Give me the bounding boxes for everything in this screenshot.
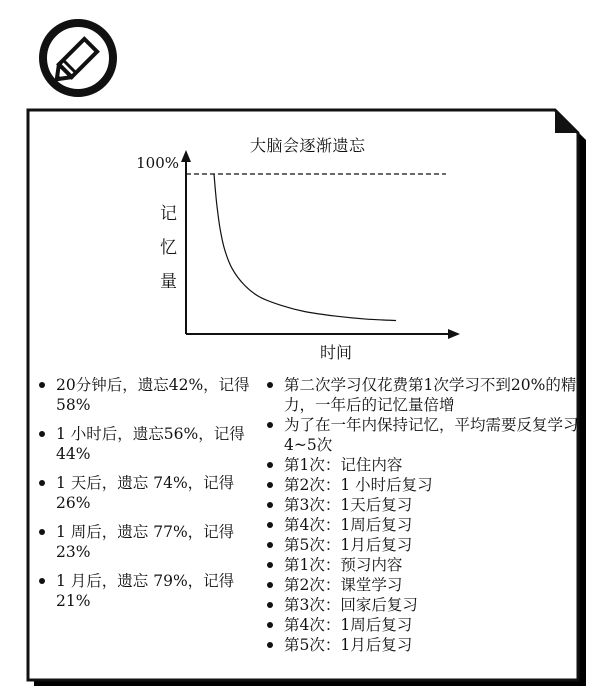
list-item: 第二次学习仅花费第1次学习不到20%的精力，一年后的记忆量倍增 <box>262 375 582 415</box>
list-item: 1 天后，遗忘 74%，记得26% <box>34 473 256 513</box>
y-axis-label-char-3: 量 <box>160 272 177 292</box>
y-tick-label-100: 100% <box>136 154 179 172</box>
list-item: 第4次：1周后复习 <box>262 515 582 535</box>
y-axis-label-char-2: 忆 <box>160 238 177 258</box>
y-axis-arrow <box>181 150 191 162</box>
list-item: 第5次：1月后复习 <box>262 635 582 655</box>
forgetting-curve-line <box>214 174 396 321</box>
list-item: 20分钟后，遗忘42%，记得58% <box>34 375 256 415</box>
list-item: 第5次：1月后复习 <box>262 535 582 555</box>
list-item: 为了在一年内保持记忆，平均需要反复学习4~5次 <box>262 415 582 455</box>
list-item: 第4次：1周后复习 <box>262 615 582 635</box>
list-item: 第2次：课堂学习 <box>262 575 582 595</box>
x-axis-label: 时间 <box>320 343 353 362</box>
list-item: 1 月后，遗忘 79%，记得21% <box>34 571 256 611</box>
y-axis-label-char-1: 记 <box>160 204 177 224</box>
chart-title: 大脑会逐渐遗忘 <box>250 136 366 155</box>
forgetting-stats-list <box>34 375 256 620</box>
list-item: 第1次：预习内容 <box>262 555 582 575</box>
list-item: 第3次：1天后复习 <box>262 495 582 515</box>
list-item: 第1次：记住内容 <box>262 455 582 475</box>
review-schedule-list <box>262 375 582 655</box>
list-item: 1 周后，遗忘 77%，记得23% <box>34 522 256 562</box>
x-axis-arrow <box>448 329 460 339</box>
list-item: 第2次：1 小时后复习 <box>262 475 582 495</box>
list-item: 1 小时后，遗忘56%，记得 44% <box>34 424 256 464</box>
list-item: 第3次：回家后复习 <box>262 595 582 615</box>
